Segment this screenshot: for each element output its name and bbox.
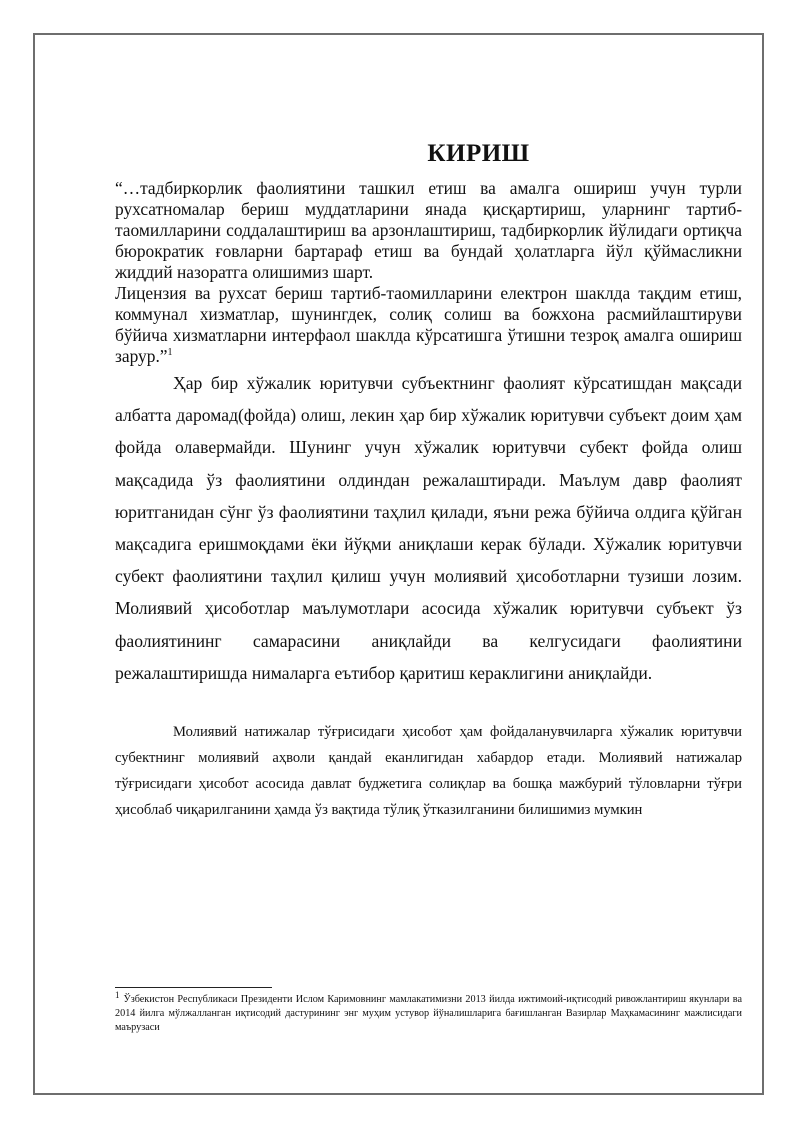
quote-part-1: “…тадбиркорлик фаолиятини ташкил етиш ва амалга ошириш учун турли рухсатномалар бериш муддатларини янада қисқартириш, уларнинг тартиб-таомилларини соддалаштириш ва арзонлаштириш, тадбиркорлик йўлидаги ортиқча бюрократик ғовларни бартараф етиш ва бундай ҳолатларга йўл қўймасликни жиддий назоратга олишимиз шарт.	[115, 178, 742, 282]
footnote	[115, 989, 742, 1035]
main-paragraph: Ҳар бир хўжалик юритувчи субъектнинг фаолият кўрсатишдан мақсади албатта даромад(фойда) олиш, лекин ҳар бир хўжалик юритувчи субъект доим ҳам фойда олавермайди. Шунинг учун хўжалик юритувчи субект фойда олиш мақсадида ўз фаолиятини олдиндан режалаштиради. Маълум давр фаолият юритганидан сўнг ўз фаолиятини таҳлил қилади, яъни режа бўйича олдига қўйган мақсадига еришмоқдами ёки йўқми аниқлаши керак бўлади. Хўжалик юритувчи субект фаолиятини таҳлил қилиш учун молиявий ҳисоботларни тузиши лозим. Молиявий ҳисоботлар маълумотлари асосида хўжалик юритувчи субъект ўз фаолиятининг самарасини аниқлайди ва келгусидаги фаолиятини режалаштиришда нималарга еътибор қаритиш кераклигини аниқлайди.	[115, 373, 742, 683]
document-body	[115, 140, 742, 823]
footnote-reference[interactable]: 1	[167, 347, 173, 359]
presidential-quote	[115, 178, 742, 367]
footnote-text: Ўзбекистон Республикаси Президенти Ислом Каримовнинг мамлакатимизни 2013 йилда ижтимоий-иқтисодий ривожлантириш якунлари ва 2014 йилга мўлжалланган иқтисодий дастурининг энг муҳим устувор йўналишларига бағишланган Вазирлар Маҳкамасининг мажлисидаги маърузаси	[115, 994, 742, 1033]
quote-part-2: Лицензия ва рухсат бериш тартиб-таомилларини електрон шаклда тақдим етиш, коммунал хизматлар, шунингдек, солиқ солиш ва божхона расмийлаштируви бўйича хизматларни интерфаол шаклда кўрсатишга ўтишни тезроқ амалга ошириш зарур.”	[115, 283, 742, 366]
footnote-separator	[115, 987, 272, 988]
page-title: КИРИШ	[427, 140, 530, 167]
footnote-number: 1	[115, 989, 120, 1000]
second-paragraph: Молиявий натижалар тўғрисидаги ҳисобот ҳам фойдаланувчиларга хўжалик юритувчи субектнинг молиявий аҳволи қандай еканлигидан хабардор етади. Молиявий натижалар тўғрисидаги ҳисобот асосида давлат буджетига солиқлар ва бошқа мажбурий тўловларни тўғри ҳисоблаб чиқарилганини ҳамда ўз вақтида тўлиқ ўтказилганини билишимиз мумкин	[115, 724, 742, 819]
